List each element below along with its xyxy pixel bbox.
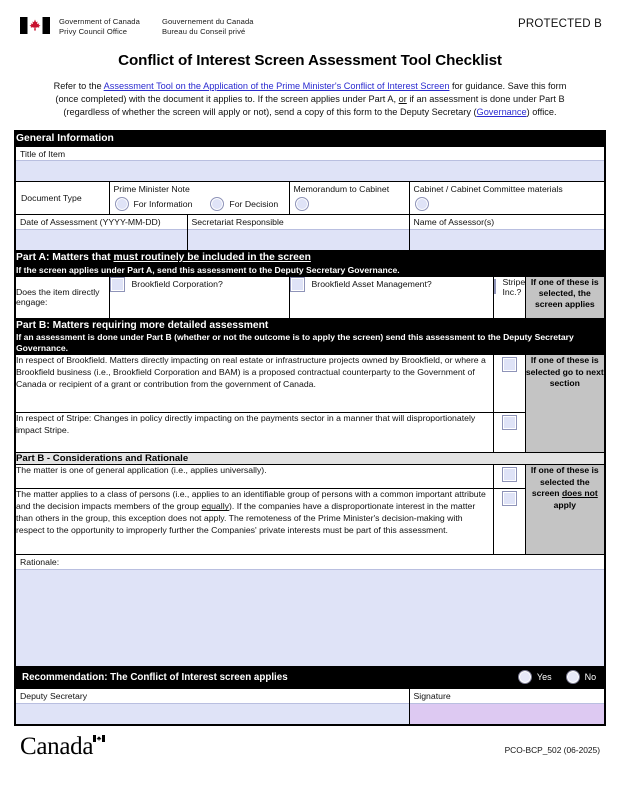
part-c-row2-a: The matter applies to a class of persons (i.e., applies to an identifiable group of persons with a common important attribute and the decision impacts members of the group — [16, 489, 486, 512]
date-of-assessment-label: Date of Assessment (YYYY-MM-DD) — [20, 217, 161, 228]
title-of-item-cell — [15, 146, 605, 182]
signature-cell — [409, 689, 605, 725]
signature-input[interactable] — [410, 703, 605, 724]
masthead — [14, 10, 606, 39]
canada-wordmark-text: Canada — [20, 733, 94, 761]
checkbox-square-icon[interactable] — [110, 277, 125, 292]
pm-note-options — [110, 196, 289, 214]
assessor-label: Name of Assessor(s) — [413, 217, 495, 228]
radio-for-information[interactable] — [115, 197, 193, 211]
radio-for-information-label: For Information — [133, 199, 193, 210]
rationale-cell — [15, 555, 605, 667]
part-c-row2-b: ). If the companies have a disproportionate interest in the matter than others in the group, this exception does not apply. The remoteness of the Prime Minister's decision-making with respect to the opportunity to improperly further the Companies' private interests must be part of this assessment. — [16, 501, 476, 535]
radio-for-decision-label: For Decision — [229, 199, 279, 210]
gov-en-line2: Privy Council Office — [59, 27, 128, 37]
rationale-label: Rationale: — [20, 557, 60, 568]
memorandum-cell — [289, 182, 409, 215]
part-b-heading-cell — [15, 318, 605, 355]
radio-recommendation-no[interactable] — [566, 670, 597, 684]
part-c-note-b: apply — [553, 499, 577, 510]
part-c-row-class-of-persons — [15, 489, 493, 555]
document-type-label-cell — [15, 182, 109, 215]
memorandum-options — [290, 196, 409, 214]
government-names-fr — [162, 17, 254, 37]
checkbox-square-icon[interactable] — [494, 279, 496, 294]
part-a-heading — [16, 251, 604, 264]
checkbox-brookfield-asset-management[interactable] — [290, 277, 493, 292]
instructions-emphasis: or — [398, 94, 407, 105]
checkbox-square-icon[interactable] — [502, 467, 517, 482]
checkbox-square-icon[interactable] — [502, 415, 517, 430]
signature-label: Signature — [413, 691, 451, 702]
checkbox-brookfield-corporation-label: Brookfield Corporation? — [131, 279, 223, 290]
checkbox-stripe-inc[interactable] — [494, 277, 525, 297]
part-a-option-brookfield-corp-cell — [109, 276, 289, 318]
part-a-heading-underlined: must routinely be included in the screen — [113, 252, 311, 264]
assessment-tool-link[interactable]: Assessment Tool on the Application of the Prime Minister's Conflict of Interest Screen — [103, 81, 450, 92]
checkbox-square-icon[interactable] — [290, 277, 305, 292]
instructions-text-1: Refer to the — [53, 81, 104, 92]
memorandum-label: Memorandum to Cabinet — [293, 184, 390, 195]
gov-fr-line1: Gouvernement du Canada — [161, 17, 254, 26]
instructions-text-3: if an assessment is done under Part B (regardless of whether the screen will apply or not), send a copy of this form to the Deputy Secretary ( — [63, 94, 565, 118]
checkbox-square-icon[interactable] — [502, 357, 517, 372]
radio-cabinet-materials[interactable] — [415, 197, 429, 211]
cabinet-materials-cell — [409, 182, 605, 215]
part-c-note-a: If one of these is selected the screen — [530, 465, 599, 499]
radio-circle-icon[interactable] — [518, 670, 532, 684]
secretariat-label: Secretariat Responsible — [191, 217, 284, 228]
assessor-cell — [409, 215, 605, 251]
deputy-secretary-label: Deputy Secretary — [20, 691, 88, 702]
canada-flag-icon — [20, 17, 50, 34]
canada-wordmark — [20, 734, 105, 759]
date-of-assessment-cell — [15, 215, 187, 251]
gov-en-line1: Government of Canada — [59, 17, 140, 26]
part-b-note: If one of these is selected go to next section — [525, 355, 605, 453]
part-a-question-cell: Does the item directly engage: — [15, 276, 109, 318]
checkbox-brookfield-asset-management-label: Brookfield Asset Management? — [311, 279, 432, 290]
instructions-text-4: ) office. — [526, 107, 557, 118]
part-c-row2-underlined: equally — [201, 501, 229, 512]
radio-circle-icon[interactable] — [295, 197, 309, 211]
radio-recommendation-yes[interactable] — [518, 670, 552, 684]
checkbox-square-icon[interactable] — [502, 491, 517, 506]
government-names — [59, 16, 254, 37]
cabinet-materials-options — [410, 196, 605, 214]
checkbox-brookfield-corporation[interactable] — [110, 277, 289, 292]
part-b-checkbox-stripe-cell — [493, 413, 525, 453]
rationale-input[interactable] — [16, 569, 604, 666]
assessor-input[interactable] — [410, 229, 605, 250]
title-of-item-input[interactable] — [16, 160, 604, 181]
part-a-heading-cell — [15, 251, 605, 277]
government-names-en — [59, 17, 140, 37]
secretariat-input[interactable] — [188, 229, 409, 250]
radio-circle-icon[interactable] — [115, 197, 129, 211]
government-signature — [20, 16, 254, 37]
deputy-secretary-input[interactable] — [16, 703, 409, 724]
general-information-heading: General Information — [15, 131, 605, 146]
page-title: Conflict of Interest Screen Assessment Tool Checklist — [118, 52, 502, 70]
recommendation-options — [518, 670, 596, 684]
governance-link[interactable]: Governance — [476, 107, 527, 118]
canada-wordmark-flag-icon — [93, 735, 105, 742]
checkbox-stripe-inc-label: Stripe Inc.? — [502, 276, 526, 297]
part-c-note — [525, 465, 605, 555]
radio-memorandum[interactable] — [295, 197, 309, 211]
part-a-subheading: If the screen applies under Part A, send this assessment to the Deputy Secretary Governance. — [16, 264, 400, 275]
recommendation-label: Recommendation: The Conflict of Interest screen applies — [22, 671, 288, 683]
part-c-checkbox-class-of-persons-cell — [493, 489, 525, 555]
part-b-subheading: If an assessment is done under Part B (whether or not the outcome is to apply the screen) send this assessment to the Deputy Secretary Governance. — [16, 332, 574, 354]
radio-circle-icon[interactable] — [566, 670, 580, 684]
radio-for-decision[interactable] — [210, 197, 278, 211]
part-b-heading: Part B: Matters requiring more detailed assessment — [16, 319, 269, 331]
part-c-row-general-application: The matter is one of general application (i.e., applies universally). — [15, 465, 493, 489]
radio-recommendation-no-label: No — [584, 672, 597, 683]
assessment-form — [14, 130, 606, 726]
classification-marking: PROTECTED B — [518, 18, 602, 30]
part-b-row-stripe: In respect of Stripe: Changes in policy directly impacting on the payments sector in a manner that will disproportionately impact Stripe. — [15, 413, 493, 453]
page-footer — [14, 726, 606, 759]
secretariat-cell — [187, 215, 409, 251]
radio-circle-icon[interactable] — [210, 197, 224, 211]
pm-note-cell — [109, 182, 289, 215]
pm-note-label: Prime Minister Note — [113, 184, 190, 195]
recommendation-row — [16, 667, 604, 688]
part-a-note: If one of these is selected, the screen applies — [525, 276, 605, 318]
part-c-heading: Part B - Considerations and Rationale — [15, 453, 605, 465]
part-a-option-stripe-cell — [493, 276, 525, 318]
title-of-item-label: Title of Item — [20, 148, 66, 159]
radio-recommendation-yes-label: Yes — [536, 672, 552, 683]
instructions-paragraph — [42, 80, 578, 119]
gov-fr-line2: Bureau du Conseil privé — [161, 27, 246, 37]
part-b-row-brookfield: In respect of Brookfield. Matters directly impacting on real estate or infrastructure projects owned by Brookfield, or where a Brookfield business (i.e., Brookfield Corporation and BAM) is a proposed contractual counterparty to the Government of Canada or recipient of a grant or contribution from the government of Canada. — [15, 355, 493, 413]
part-c-checkbox-general-application-cell — [493, 465, 525, 489]
date-of-assessment-input[interactable] — [16, 229, 187, 250]
part-c-note-underlined: does not — [561, 488, 598, 499]
deputy-secretary-cell — [15, 689, 409, 725]
recommendation-cell — [15, 667, 605, 689]
radio-circle-icon[interactable] — [415, 197, 429, 211]
part-a-option-bam-cell — [289, 276, 493, 318]
cabinet-materials-label: Cabinet / Cabinet Committee materials — [413, 184, 563, 195]
part-b-checkbox-brookfield-cell — [493, 355, 525, 413]
instructions-text-2: for guidance. Save this form (once completed) with the document it applies to. If the screen applies under Part A, — [55, 81, 567, 105]
form-code: PCO-BCP_502 (06-2025) — [504, 745, 600, 756]
part-a-heading-prefix: Part A: Matters that — [16, 252, 114, 264]
document-type-label: Document Type — [21, 193, 82, 204]
